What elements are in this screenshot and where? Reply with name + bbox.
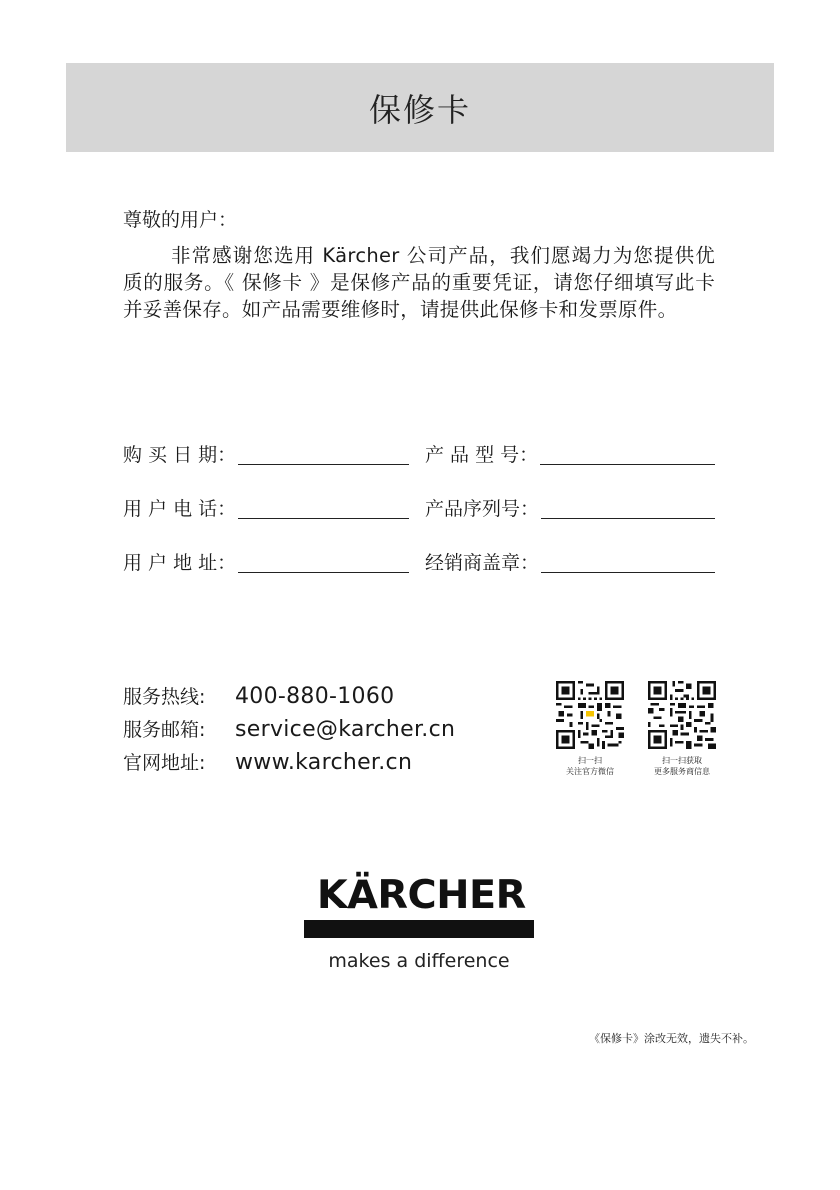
form-row-1 (123, 439, 715, 467)
serial-number-label: 产品序列号： (425, 498, 540, 520)
page-title: 保修卡 (368, 90, 471, 129)
product-model-line[interactable] (540, 442, 715, 465)
dealer-stamp-line[interactable] (541, 550, 715, 573)
dealer-stamp-label: 经销商盖章： (425, 552, 540, 574)
user-address-field[interactable] (123, 550, 409, 575)
hotline-value[interactable]: 400-880-1060 (235, 684, 395, 709)
qr-code-icon (556, 681, 624, 749)
intro-paragraph: 非常感谢您选用 Kärcher 公司产品，我们愿竭力为您提供优质的服务。《 保修卡 》是保修产品的重要凭证，请您仔细填写此卡并妥善保存。如产品需要维修时，请提供此保修卡和发票原件。 (123, 244, 715, 321)
user-address-label: 用 户 地 址： (123, 552, 237, 574)
user-address-line[interactable] (238, 550, 409, 573)
email-label: 服务邮箱: (123, 719, 206, 741)
logo-bar (304, 920, 534, 938)
purchase-date-label: 购 买 日 期： (123, 444, 237, 466)
form-row-3 (123, 547, 715, 575)
logo-tagline: makes a difference (328, 950, 510, 972)
form-row-2 (123, 493, 715, 521)
footnote: 《保修卡》涂改无效，遗失不补。 (589, 1032, 754, 1045)
purchase-date-line[interactable] (238, 442, 409, 465)
karcher-logo (304, 873, 534, 972)
product-model-label: 产 品 型 号： (425, 444, 539, 466)
wechat-qr-caption-line1: 扫一扫 (578, 756, 602, 765)
service-qr-caption (637, 755, 727, 777)
dealer-stamp-field[interactable] (425, 550, 715, 575)
service-qr-caption-line2: 更多服务商信息 (654, 767, 710, 776)
website-value[interactable]: www.karcher.cn (235, 750, 413, 775)
product-model-field[interactable] (425, 442, 715, 467)
greeting: 尊敬的用户： (123, 209, 238, 231)
email-value[interactable]: service@karcher.cn (235, 717, 456, 742)
serial-number-line[interactable] (541, 496, 715, 519)
service-qr-caption-line1: 扫一扫获取 (662, 756, 702, 765)
user-phone-line[interactable] (238, 496, 409, 519)
hotline-label: 服务热线: (123, 686, 206, 708)
contact-block (123, 682, 455, 781)
hotline-row (123, 682, 455, 715)
title-banner (66, 63, 774, 152)
wechat-qr-code (556, 681, 624, 749)
website-label: 官网地址: (123, 752, 206, 774)
wechat-qr-caption (545, 755, 635, 777)
email-row (123, 715, 455, 748)
qr-code-icon (648, 681, 716, 749)
logo-wordmark: KÄRCHER (316, 873, 526, 918)
purchase-date-field[interactable] (123, 442, 409, 467)
serial-number-field[interactable] (425, 496, 715, 521)
wechat-qr-caption-line2: 关注官方微信 (566, 767, 614, 776)
website-row (123, 748, 455, 781)
user-phone-field[interactable] (123, 496, 409, 521)
user-phone-label: 用 户 电 话： (123, 498, 237, 520)
service-qr-code (648, 681, 716, 749)
